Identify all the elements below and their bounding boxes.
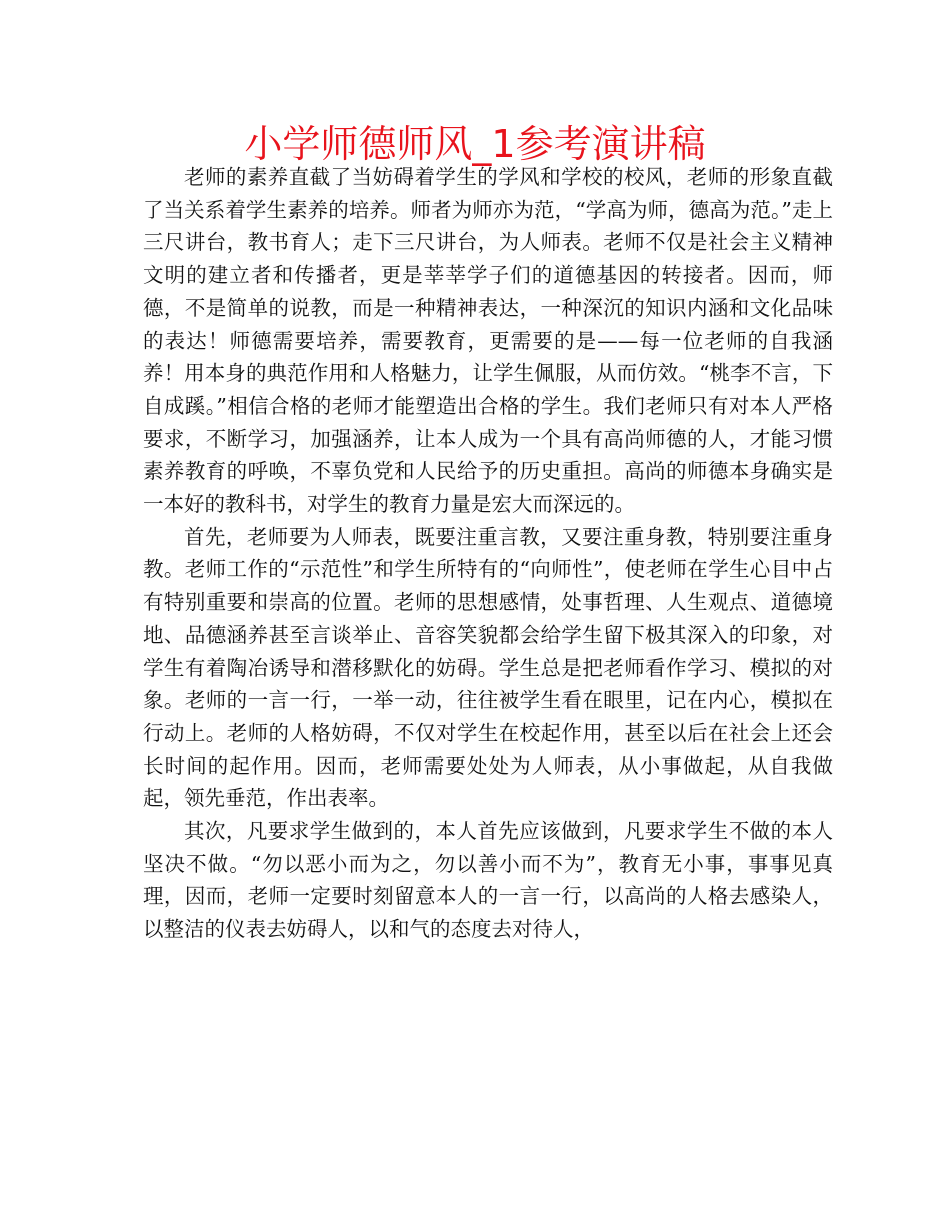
- paragraph-2: 首先，老师要为人师表，既要注重言教，又要注重身教，特别要注重身教。老师工作的“示范性”和学生所特有的“向师性”，使老师在学生心目中占有特别重要和崇高的位置。老师的思想感情，处事哲理、人生观点、道德境地、品德涵养甚至言谈举止、音容笑貌都会给学生留下极其深入的印象，对学生有着陶冶诱导和潜移默化的妨碍。学生总是把老师看作学习、模拟的对象。老师的一言一行，一举一动，往往被学生看在眼里，记在内心，模拟在行动上。老师的人格妨碍，不仅对学生在校起作用，甚至以后在社会上还会长时间的起作用。因而，老师需要处处为人师表，从小事做起，从自我做起，领先垂范，作出表率。: [143, 524, 833, 811]
- document-body: [143, 161, 833, 946]
- paragraph-1: 老师的素养直截了当妨碍着学生的学风和学校的校风，老师的形象直截了当关系着学生素养的培养。师者为师亦为范，“学高为师，德高为范。”走上三尺讲台，教书育人；走下三尺讲台，为人师表。老师不仅是社会主义精神文明的建立者和传播者，更是莘莘学子们的道德基因的转接者。因而，师德，不是简单的说教，而是一种精神表达，一种深沉的知识内涵和文化品味的表达！师德需要培养，需要教育，更需要的是——每一位老师的自我涵养！用本身的典范作用和人格魅力，让学生佩服，从而仿效。“桃李不言，下自成蹊。”相信合格的老师才能塑造出合格的学生。我们老师只有对本人严格要求，不断学习，加强涵养，让本人成为一个具有高尚师德的人，才能习惯素养教育的呼唤，不辜负党和人民给予的历史重担。高尚的师德本身确实是一本好的教科书，对学生的教育力量是宏大而深远的。: [143, 165, 833, 517]
- document-title: 小学师德师风_1参考演讲稿: [244, 122, 706, 166]
- paragraph-3: 其次，凡要求学生做到的，本人首先应该做到，凡要求学生不做的本人坚决不做。“勿以恶小而为之，勿以善小而不为”，教育无小事，事事见真理，因而，老师一定要时刻留意本人的一言一行，以高尚的人格去感染人，以整洁的仪表去妨碍人，以和气的态度去对待人，: [143, 819, 833, 942]
